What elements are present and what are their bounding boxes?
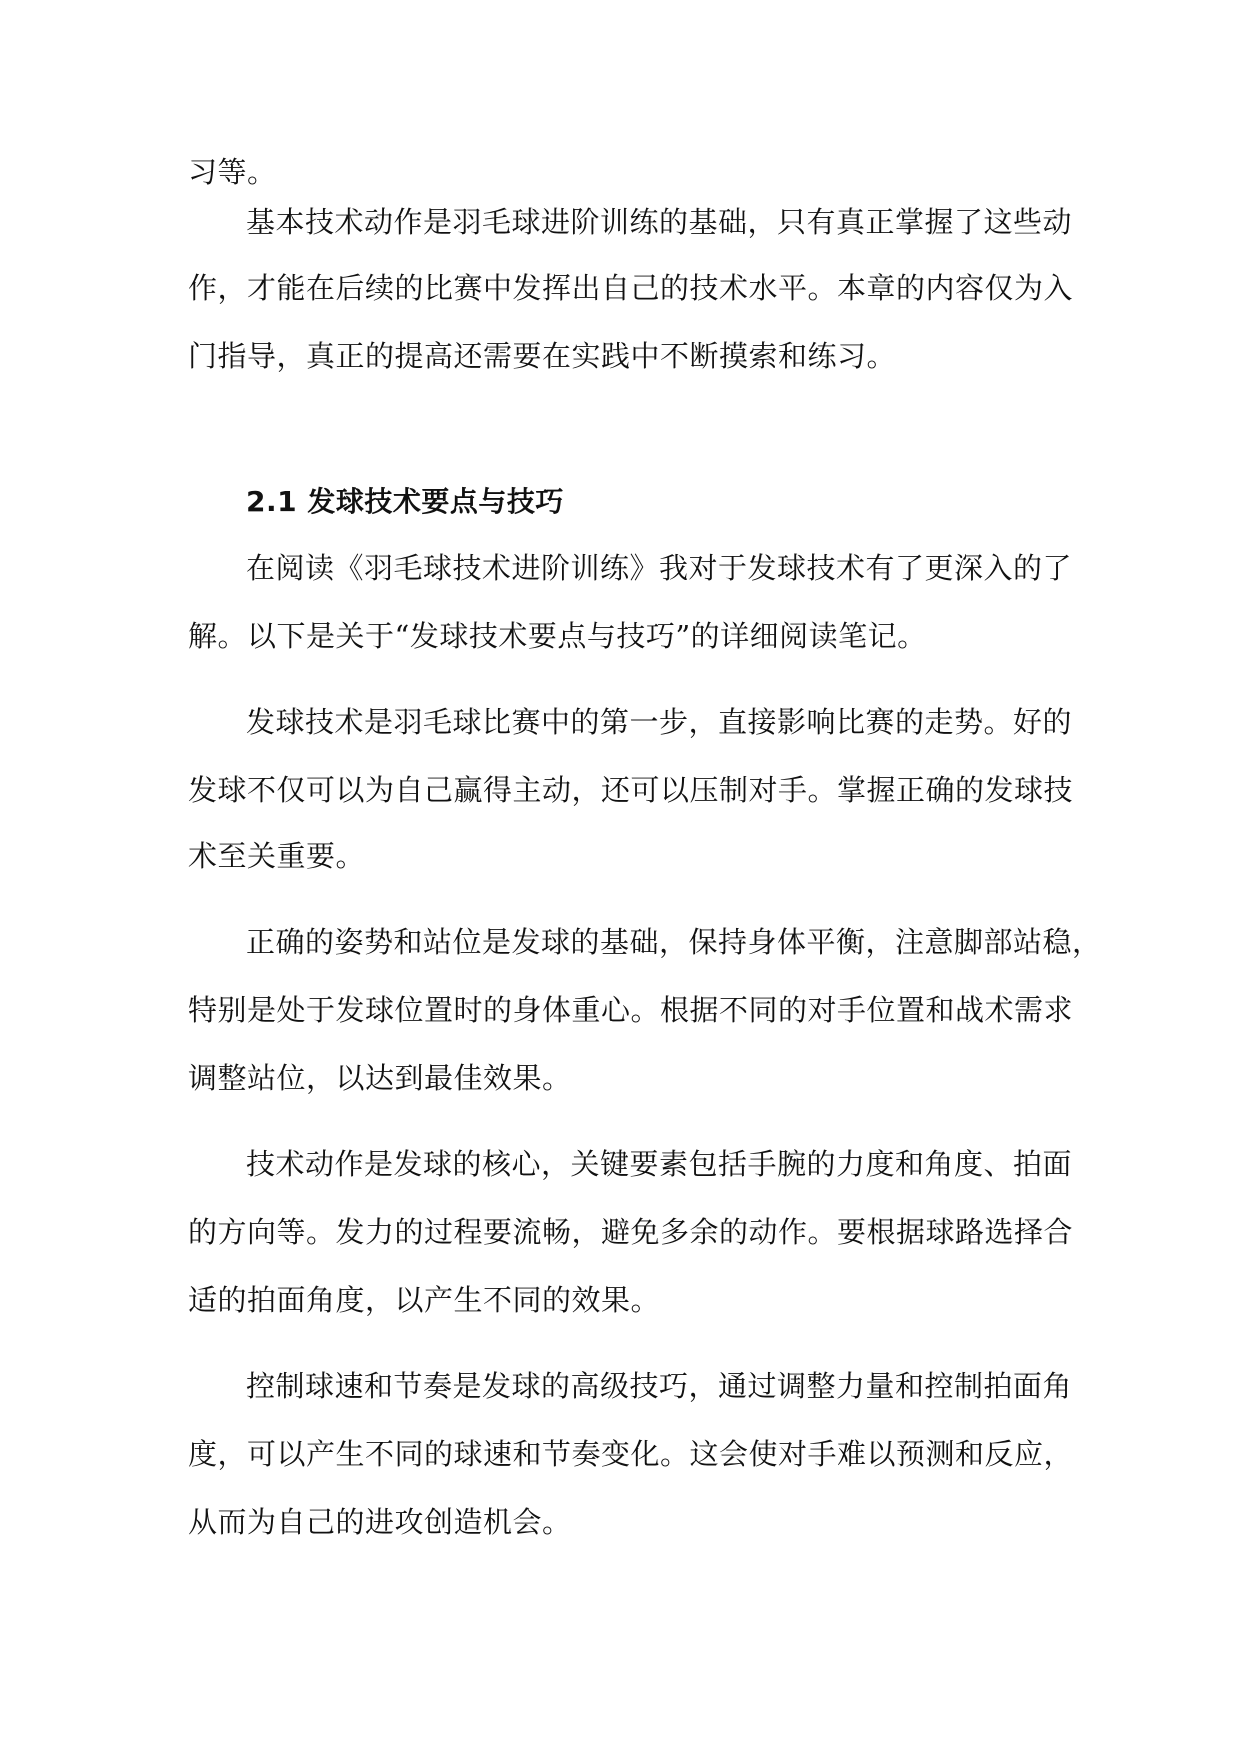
text-line: 在阅读《羽毛球技术进阶训练》我对于发球技术有了更深入的了	[246, 551, 1073, 585]
text-line: 门指导，真正的提高还需要在实践中不断摸索和练习。	[188, 339, 897, 373]
text-line: 解。以下是关于“发球技术要点与技巧”的详细阅读笔记。	[188, 619, 927, 653]
text-line: 术至关重要。	[188, 839, 366, 873]
text-line: 发球不仅可以为自己赢得主动，还可以压制对手。掌握正确的发球技	[188, 773, 1074, 807]
text-line: 从而为自己的进攻创造机会。	[188, 1505, 572, 1539]
text-line: 适的拍面角度，以产生不同的效果。	[188, 1283, 661, 1317]
text-line: 调整站位，以达到最佳效果。	[188, 1061, 572, 1095]
text-line: 正确的姿势和站位是发球的基础，保持身体平衡，注意脚部站稳，	[246, 925, 1102, 959]
text-line: 技术动作是发球的核心，关键要素包括手腕的力度和角度、拍面	[246, 1147, 1073, 1181]
text-line: 的方向等。发力的过程要流畅，避免多余的动作。要根据球路选择合	[188, 1215, 1074, 1249]
text-line: 发球技术是羽毛球比赛中的第一步，直接影响比赛的走势。好的	[246, 705, 1073, 739]
text-line: 习等。	[188, 155, 277, 189]
text-line: 基本技术动作是羽毛球进阶训练的基础，只有真正掌握了这些动	[246, 205, 1073, 239]
text-line: 度，可以产生不同的球速和节奏变化。这会使对手难以预测和反应，	[188, 1437, 1074, 1471]
text-line: 作，才能在后续的比赛中发挥出自己的技术水平。本章的内容仅为入	[188, 271, 1074, 305]
text-line: 控制球速和节奏是发球的高级技巧，通过调整力量和控制拍面角	[246, 1369, 1073, 1403]
section-heading: 2.1 发球技术要点与技巧	[246, 485, 564, 518]
text-line: 特别是处于发球位置时的身体重心。根据不同的对手位置和战术需求	[188, 993, 1074, 1027]
